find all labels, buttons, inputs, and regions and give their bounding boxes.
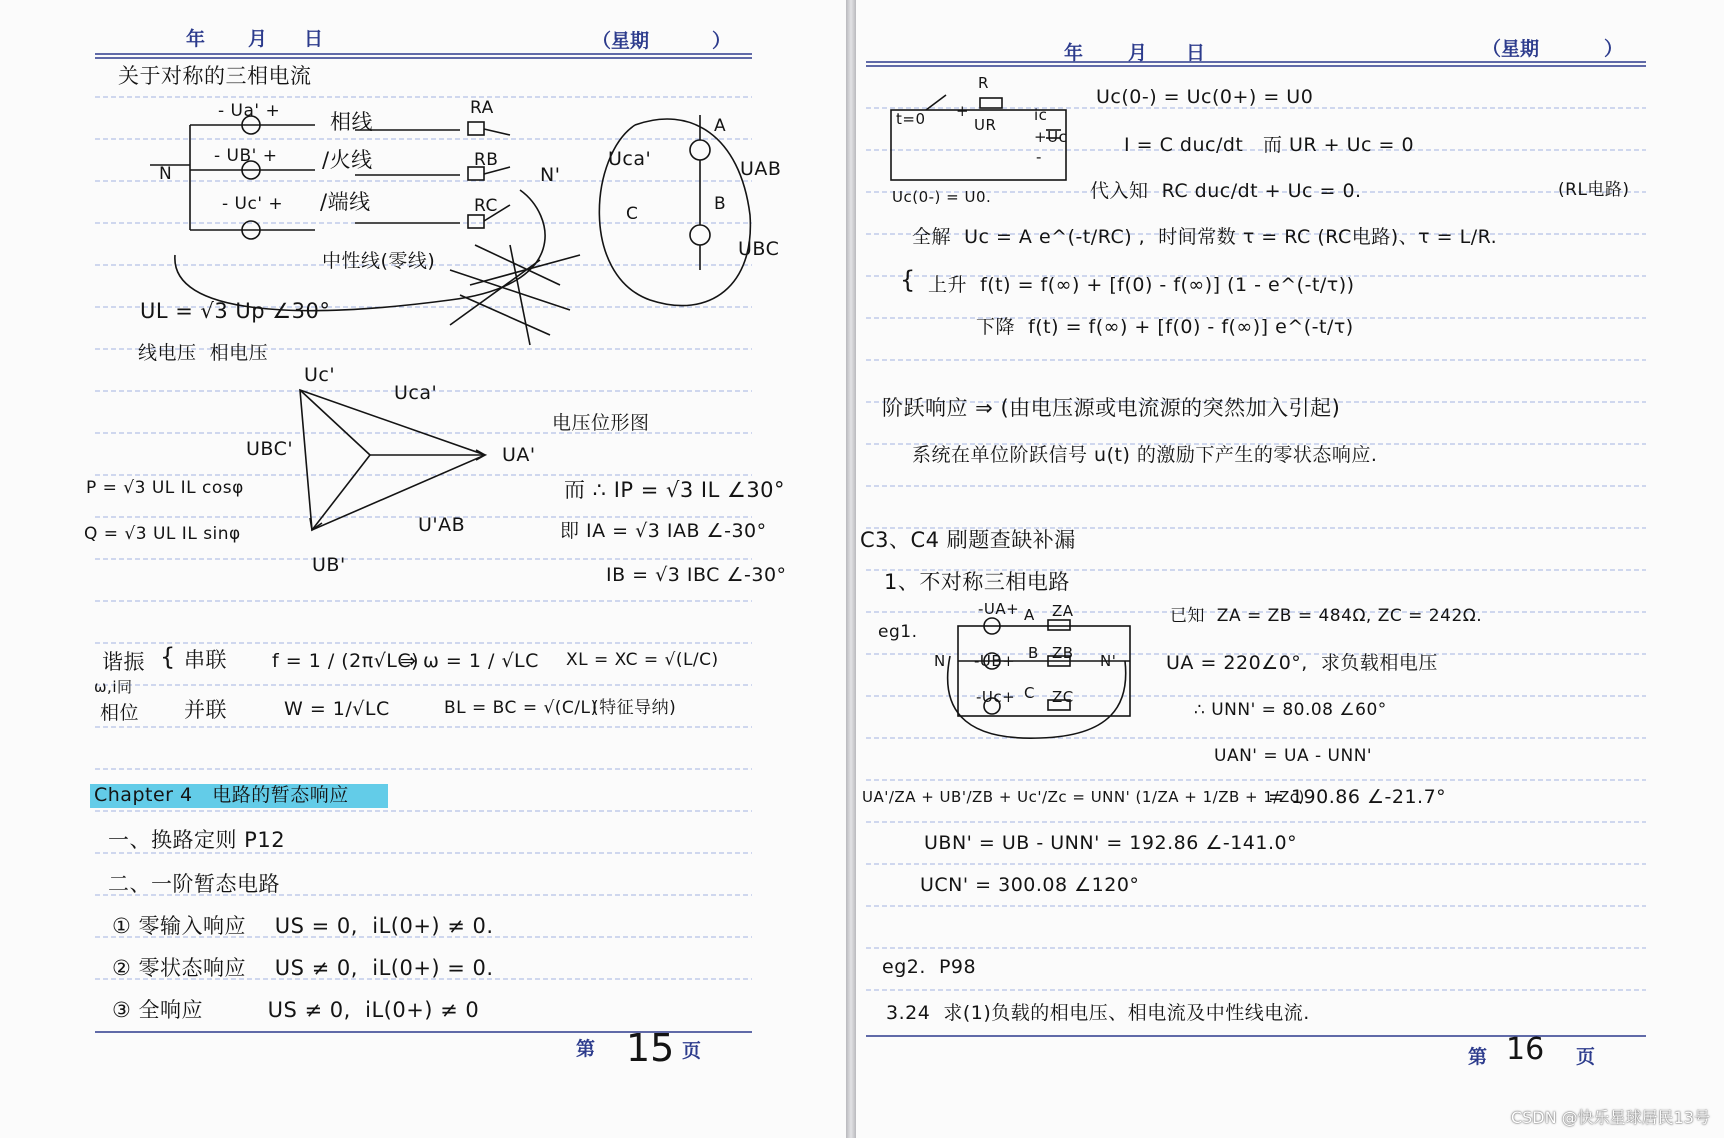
fig2-zc: ZC xyxy=(1052,688,1074,706)
left-page-label-a: 第 xyxy=(576,1038,596,1060)
fig2-uc: -Uc+ xyxy=(976,688,1016,706)
current-eq-1: 而 ∴ IP = √3 IL ∠30° xyxy=(564,478,786,502)
fig2-zb: ZB xyxy=(1052,644,1074,662)
fig1-ra: RA xyxy=(470,98,494,118)
right-page-number: 16 xyxy=(1506,1032,1545,1067)
resonance-label-2: ω,i同 xyxy=(94,678,133,696)
phasor-uca: Uca' xyxy=(394,382,438,404)
resonance-parallel: 并联 xyxy=(184,698,227,722)
left-item-5: ③ 全响应 US ≠ 0, iL(0+) ≠ 0 xyxy=(112,998,480,1022)
phasor-uc: Uc' xyxy=(304,364,336,386)
right-item-1: 1、不对称三相电路 xyxy=(884,570,1070,594)
fig1-n2: N' xyxy=(540,164,561,186)
fig1-c: C xyxy=(626,204,639,224)
header-day-right: 日 xyxy=(1186,42,1206,64)
rl-note: (RL电路) xyxy=(1558,180,1630,200)
rc-plus: + xyxy=(956,102,970,120)
rc-eq-2: I = C duc/dt 而 UR + Uc = 0 xyxy=(1124,134,1415,156)
fig1-ub: - UB' + xyxy=(214,146,278,166)
step-response: 阶跃响应 ⇒ (由电压源或电流源的突然加入引起) xyxy=(882,396,1341,420)
left-item-2: 二、一阶暂态电路 xyxy=(108,872,280,896)
rc-ic: ic xyxy=(1034,106,1048,124)
rc-uc: +Uc xyxy=(1034,128,1068,146)
fig2-n: N xyxy=(934,652,946,670)
uan-def: UAN' = UA - UNN' xyxy=(1214,746,1373,766)
left-page-label-b: 页 xyxy=(682,1040,702,1062)
fig1-huoxian: /火线 xyxy=(322,148,373,172)
resonance-arrow-eq: ⇒ ω = 1 / √LC xyxy=(400,650,539,672)
rc-r: R xyxy=(978,74,989,92)
given-voltage: UA = 220∠0°, 求负载相电压 xyxy=(1166,652,1438,674)
unbalanced-circuit-sketch xyxy=(940,596,1140,746)
resonance-label-3: 相位 xyxy=(100,702,140,724)
fig2-ua: -UA+ xyxy=(978,600,1020,618)
phasor-ub: UB' xyxy=(312,554,346,576)
right-page-label-b: 页 xyxy=(1576,1046,1596,1068)
left-item-1: 一、换路定则 P12 xyxy=(108,828,286,852)
unn-result: ∴ UNN' = 80.08 ∠60° xyxy=(1194,700,1387,720)
header-weekday-close-right: ） xyxy=(1604,38,1624,60)
fig1-uab: UAB xyxy=(740,158,782,180)
rise-fall-brace: { xyxy=(900,266,916,294)
ucn-equation: UCN' = 300.08 ∠120° xyxy=(920,874,1140,896)
fig1-ua: - Ua' + xyxy=(218,101,281,121)
header-weekday-close: ） xyxy=(712,30,732,52)
current-eq-3: IB = √3 IBC ∠-30° xyxy=(606,564,787,586)
left-item-4: ② 零状态响应 US ≠ 0, iL(0+) = 0. xyxy=(112,956,494,980)
header-year-right: 年 xyxy=(1064,42,1084,64)
resonance-bl-eq: BL = BC = √(C/L) xyxy=(444,698,598,718)
rc-minus: - xyxy=(1036,148,1042,166)
phasor-triangle xyxy=(290,380,520,540)
resonance-parallel-eq: W = 1/√LC xyxy=(284,698,390,720)
line-voltage-eq: UL = √3 Up ∠30° xyxy=(140,299,331,323)
fig1-rc: RC xyxy=(474,196,498,216)
fig1-uc: - Uc' + xyxy=(222,194,284,214)
header-month-right: 月 xyxy=(1128,42,1148,64)
notebook-page-right xyxy=(856,0,1724,1138)
power-p-eq: P = √3 UL IL cosφ xyxy=(86,478,244,498)
fig1-n: N xyxy=(159,164,173,184)
fig2-a: A xyxy=(1024,606,1035,624)
resonance-series: 串联 xyxy=(184,648,227,672)
header-weekday: （星期 xyxy=(592,30,650,52)
step-response-2: 系统在单位阶跃信号 u(t) 的激励下产生的零状态响应. xyxy=(912,444,1378,466)
header-month: 月 xyxy=(248,28,268,50)
fig2-c: C xyxy=(1024,684,1035,702)
resonance-note: (特征导纳) xyxy=(592,698,677,718)
fig2-n2: N' xyxy=(1100,652,1117,670)
rc-init: Uc(0-) = U0. xyxy=(892,188,992,206)
known-impedances: 已知 ZA = ZB = 484Ω, ZC = 242Ω. xyxy=(1170,606,1483,626)
ubn-equation: UBN' = UB - UNN' = 192.86 ∠-141.0° xyxy=(924,832,1298,854)
fig2-za: ZA xyxy=(1052,602,1074,620)
uan-value: = 190.86 ∠-21.7° xyxy=(1268,786,1447,808)
fig1-uca: Uca' xyxy=(608,148,652,170)
eg2-label: eg2. P98 xyxy=(882,956,977,978)
fig1-ubc: UBC xyxy=(738,238,780,260)
resonance-series-eq: f = 1 / (2π√LC) xyxy=(272,650,420,672)
resonance-label: 谐振 xyxy=(102,650,145,674)
power-q-eq: Q = √3 UL IL sinφ xyxy=(84,524,241,544)
rise-eq: 上升 f(t) = f(∞) + [f(0) - f(∞)] (1 - e^(-t/τ)) xyxy=(928,274,1355,296)
c3-title: C3、C4 刷题查缺补漏 xyxy=(860,528,1076,552)
csdn-watermark: CSDN @快乐星球居民13号 xyxy=(1510,1108,1710,1127)
current-eq-2: 即 IA = √3 IAB ∠-30° xyxy=(560,520,767,542)
resonance-xl-eq: XL = XC = √(L/C) xyxy=(566,650,719,670)
fig1-duanxian: /端线 xyxy=(320,190,371,214)
fig1-neutral: 中性线(零线) xyxy=(322,250,436,272)
node-equation: UA'/ZA + UB'/ZB + Uc'/Zc = UNN' (1/ZA + 1/ZB + 1/Zc) xyxy=(862,788,1305,806)
fig1-xiangxian: 相线 xyxy=(330,110,373,134)
phasor-ubc: UBC' xyxy=(246,438,294,460)
left-item-3: ① 零输入响应 US = 0, iL(0+) ≠ 0. xyxy=(112,914,494,938)
header-year: 年 xyxy=(186,28,206,50)
resonance-brace: { xyxy=(160,643,176,671)
item-3-24: 3.24 求(1)负载的相电压、相电流及中性线电流. xyxy=(886,1002,1310,1024)
rc-t0: t=0 xyxy=(896,110,926,128)
fig1-rb: RB xyxy=(474,150,499,170)
notebook-page-left xyxy=(0,0,846,1138)
fig1-a: A xyxy=(714,116,727,136)
left-page-number: 15 xyxy=(626,1026,675,1070)
rc-ur: UR xyxy=(974,116,997,134)
left-title: 关于对称的三相电流 xyxy=(118,64,312,88)
phasor-uab: U'AB xyxy=(418,514,466,536)
fig1-b: B xyxy=(714,194,727,214)
header-weekday-right: （星期 xyxy=(1482,38,1540,60)
fig2-ub: -UB+ xyxy=(974,652,1016,670)
phasor-caption: 电压位形图 xyxy=(552,412,650,434)
header-day: 日 xyxy=(304,28,324,50)
fall-eq: 下降 f(t) = f(∞) + [f(0) - f(∞)] e^(-t/τ) xyxy=(976,316,1354,338)
fig2-b: B xyxy=(1028,644,1039,662)
rc-eq-1: Uc(0-) = Uc(0+) = U0 xyxy=(1096,86,1314,108)
notebook-gutter xyxy=(846,0,856,1138)
rc-eq-3: 代入知 RC duc/dt + Uc = 0. xyxy=(1090,180,1362,202)
phasor-ua: UA' xyxy=(502,444,536,466)
chapter-title: Chapter 4 电路的暂态响应 xyxy=(94,784,349,806)
right-page-label-a: 第 xyxy=(1468,1046,1488,1068)
rc-eq-4: 全解 Uc = A e^(-t/RC) , 时间常数 τ = RC (RC电路)、τ = L/R. xyxy=(912,226,1498,248)
eg1-label: eg1. xyxy=(878,622,918,642)
line-phase-label: 线电压 相电压 xyxy=(138,342,269,364)
